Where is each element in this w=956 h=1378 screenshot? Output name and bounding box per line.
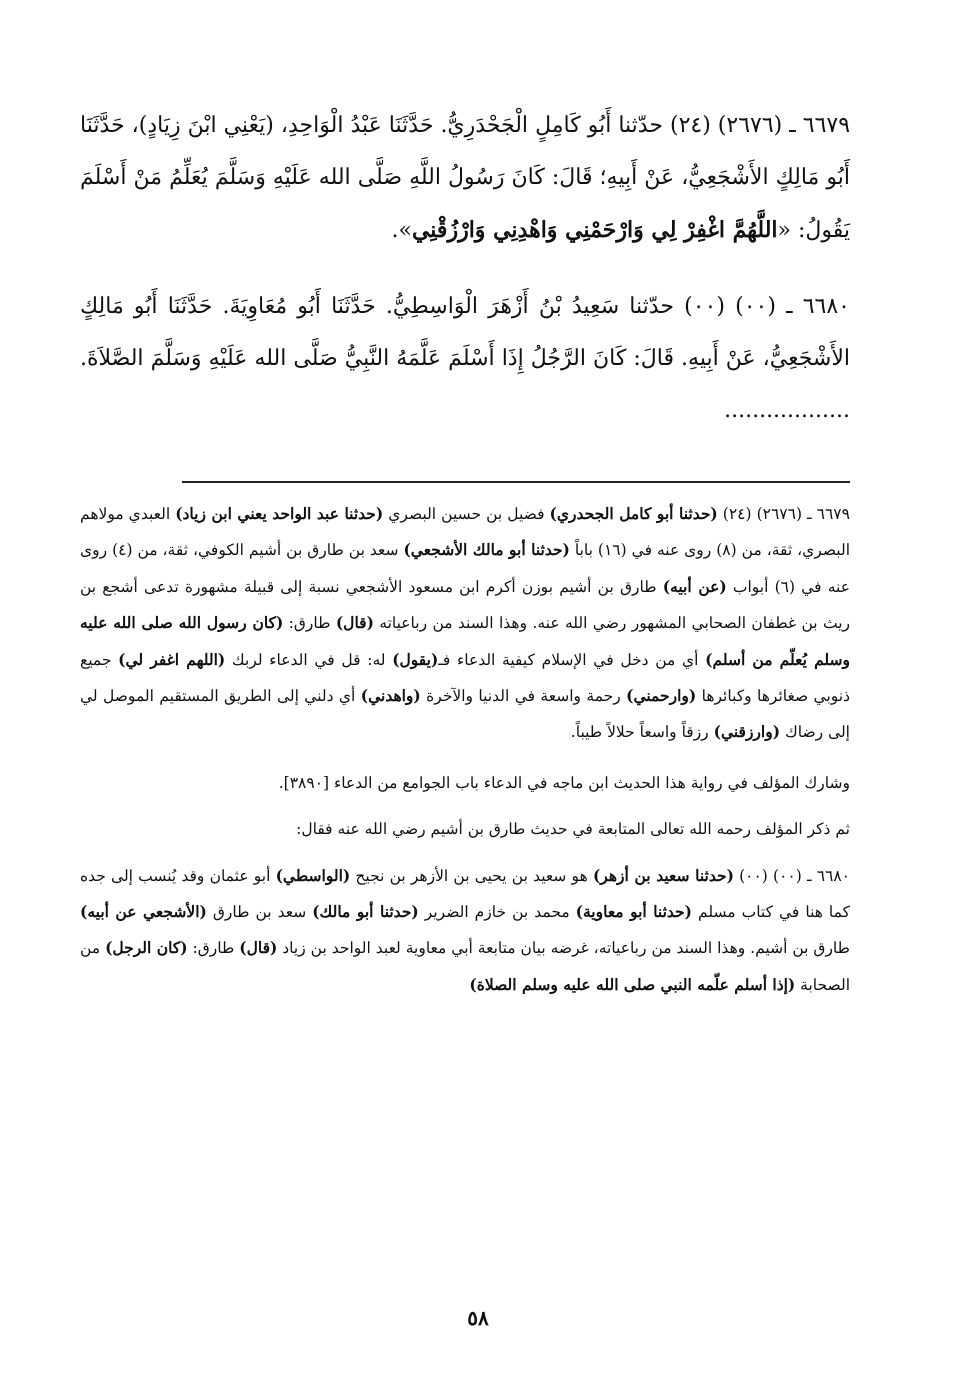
note-text: أبو عثمان وقد يُنسب إلى جده كما هنا في كتاب مسلم (80, 866, 850, 922)
note-bold: (يقول) (392, 649, 439, 669)
commentary-transition: ثم ذكر المؤلف رحمه الله تعالى المتابعة في حديث طارق بن أشيم رضي الله عنه فقال: (296, 820, 850, 839)
note-text: رحمة واسعة في الدنيا والآخرة (420, 687, 627, 706)
note-bold: (وارزقني) (713, 722, 781, 742)
note-text: جميع ذنوبي صغائرها وكبائرها (80, 650, 850, 706)
note-text: من الصحابة (80, 939, 850, 994)
hadith-6679-dua: اللَّهُمَّ اغْفِرْ لِي وَارْحَمْنِي وَاهْدِنِي وَارْزُقْنِي (411, 217, 778, 243)
note-text: طارق بن أشيم بوزن أكرم ابن مسعود الأشجعي نسبة إلى قبيلة مشهورة تدعى أشجع بن ريث بن غطفان الصحابي المشهور رضي الله عنه. وهذا السند من رباعياته (80, 577, 851, 633)
note-bold: (حدثنا أبو معاوية) (575, 902, 692, 922)
note-bold: (اللهم اغفر لي) (118, 649, 226, 669)
note-text: طارق: (283, 614, 336, 633)
note-text: سعد بن طارق (206, 903, 313, 922)
commentary-block (80, 496, 850, 1017)
note-text: ٦٦٧٩ ـ (٢٦٧٦) (٢٤) (717, 505, 850, 523)
note-bold: (حدثنا عبد الواحد يعني ابن زياد) (175, 504, 384, 523)
hadith-6680: ٦٦٨٠ ـ (٠٠) (٠٠) حدّثنا سَعِيدُ بْنُ أَزْهَرَ الْوَاسِطِيُّ. حَدَّثَنَا أَبُو مُعَاوِيَةَ. حَدَّثَنَا أَبُو مَالِكٍ الأَشْجَعِيُّ، عَنْ أَبِيهِ. قَالَ: كَانَ الرَّجُلُ إِذَا أَسْلَمَ عَلَّمَهُ النَّبِيُّ صَلَّى الله عَلَيْهِ وَسَلَّمَ الصَّلاَةَ. .................. (80, 294, 850, 423)
note-bold: (عن أبيه) (662, 576, 727, 596)
hadith-text-block (80, 100, 850, 461)
note-bold: (الواسطي) (275, 865, 351, 885)
page-number: ٥٨ (467, 1306, 489, 1330)
note-text: ٦٦٨٠ ـ (٠٠) (٠٠) (733, 866, 850, 885)
note-text: العبدي مولاهم البصري، ثقة، من (٨) روى عنه في (١٦) باباً (80, 505, 851, 560)
commentary-6679 (80, 496, 850, 751)
note-text: فضيل بن حسين البصري (383, 505, 550, 523)
note-bold: (قال) (239, 938, 278, 958)
hadith-6679 (80, 100, 850, 257)
note-text: هو سعيد بن يحيى بن الأزهر بن نجيح (350, 866, 593, 885)
commentary-takhrij: وشارك المؤلف في رواية هذا الحديث ابن ماجه في الدعاء باب الجوامع من الدعاء [٣٨٩٠]. (278, 773, 850, 792)
commentary-6680 (80, 858, 850, 1004)
note-bold: (كان رسول الله صلى الله عليه وسلم يُعلّم من أسلم) (80, 613, 850, 669)
note-bold: (حدثنا أبو مالك الأشجعي) (403, 540, 570, 560)
note-text: له: قل في الدعاء لربك (225, 650, 393, 669)
note-bold: (الأشجعي عن أبيه) (80, 902, 207, 922)
note-bold: (واهدني) (360, 686, 421, 706)
note-text: طارق بن أشيم. وهذا السند من رباعياته، غرضه بيان متابعة أبي معاوية لعبد الواحد بن زياد (277, 939, 850, 958)
note-text: أي دلني إلى الطريق المستقيم الموصل لي إلى رضاك (80, 687, 850, 742)
note-bold: (إذا أسلم علّمه النبي صلى الله عليه وسلم الصلاة) (469, 974, 796, 994)
note-bold: (حدثنا أبو مالك) (312, 902, 419, 922)
note-text: رزقاً واسعاً حلالاً طيباً. (570, 723, 714, 742)
note-text: محمد بن خازم الضرير (418, 903, 576, 922)
note-bold: (حدثنا سعيد بن أزهر) (592, 865, 734, 885)
footnote-separator (182, 481, 850, 483)
hadith-6679-end: ». (391, 218, 412, 243)
note-bold: (قال) (335, 613, 374, 633)
note-text: طارق: (187, 939, 240, 958)
note-bold: (حدثنا أبو كامل الجحدري) (549, 504, 718, 523)
note-bold: (كان الرجل) (105, 938, 188, 958)
note-text: أي من دخل في الإسلام كيفية الدعاء فـ (438, 650, 706, 669)
note-bold: (وارحمني) (626, 686, 697, 706)
note-text: سعد بن طارق بن أشيم الكوفي، ثقة، من (٤) روى عنه في (٦) أبواب (80, 541, 850, 596)
hadith-6679-chain: ٦٦٧٩ ـ (٢٦٧٦) (٢٤) حدّثنا أَبُو كَامِلٍ الْجَحْدَرِيُّ. حَدَّثَنَا عَبْدُ الْوَاحِدِ، (يَعْنِي ابْنَ زِيَادٍ)، حَدَّثَنَا أَبُو مَالِكٍ الأَشْجَعِيُّ، عَنْ أَبِيهِ؛ قَالَ: كَانَ رَسُولُ اللَّهِ صَلَّى الله عَلَيْهِ وَسَلَّمَ يُعَلِّمُ مَنْ أَسْلَمَ يَقُولُ: « (80, 113, 851, 243)
